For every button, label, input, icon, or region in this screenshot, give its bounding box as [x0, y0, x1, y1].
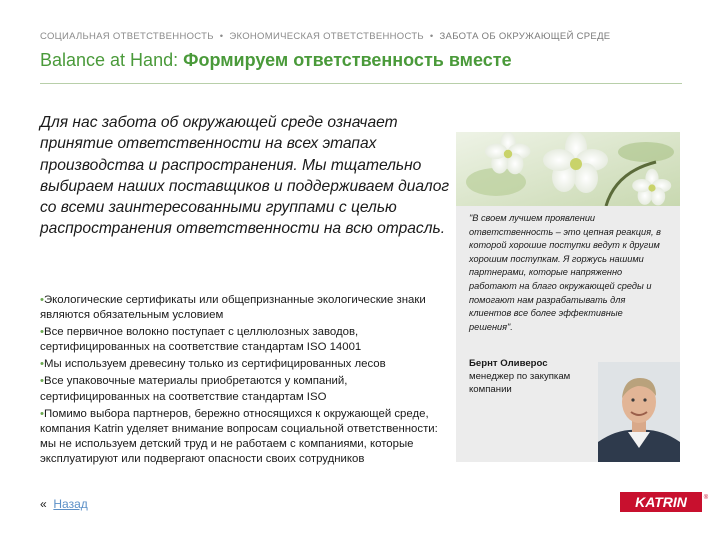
registered-mark: ® [703, 495, 709, 501]
bullet-marker: • [40, 294, 44, 306]
list-item [40, 357, 450, 372]
bullet-list [40, 293, 450, 469]
list-item-text: Все первичное волокно поступает с целлюлозных заводов, сертифицированных на соответствие стандартам ISO 14001 [40, 326, 362, 354]
person-name: Бернт Оливерос [469, 358, 548, 369]
list-item-text: Экологические сертификаты или общепризнанные экологические знаки являются обязательным условием [40, 294, 426, 322]
breadcrumb-item-environment[interactable]: ЗАБОТА ОБ ОКРУЖАЮЩЕЙ СРЕДЕ [439, 31, 611, 42]
list-item [40, 374, 450, 404]
blossom-photo [456, 132, 680, 206]
logo-text: KATRIN [635, 494, 687, 510]
breadcrumb-item-economic[interactable]: ЭКОНОМИЧЕСКАЯ ОТВЕТСТВЕННОСТЬ [229, 31, 424, 42]
intro-text: Для нас забота об окружающей среде означает принятие ответственности на всех этапах производства и распространения. Мы тщательно выбираем наших поставщиков и поддерживаем диалог со всеми заинтересованными группами с целью распространения ответственности на всю отрасль. [40, 114, 450, 238]
person-role: менеджер по закупкам компании [469, 371, 571, 395]
breadcrumb-separator: • [429, 31, 434, 42]
breadcrumb [40, 31, 610, 42]
list-item-text: Помимо выбора партнеров, бережно относящихся к окружающей среде, компания Katrin уделяет внимание вопросам социальной ответственности: мы не используем детский труд и не работаем с компаниями, которые эксплуатируют или подвергают опасности своих сотрудников [40, 407, 438, 465]
back-arrow-icon: « [40, 497, 47, 511]
page-title-prefix: Balance at Hand: [40, 50, 184, 70]
bullet-marker: • [40, 358, 44, 371]
page-title-main: Формируем ответственность вместе [183, 50, 512, 70]
bullet-marker: • [40, 326, 44, 339]
list-item [40, 407, 450, 467]
quote-panel [456, 132, 680, 462]
katrin-logo [620, 492, 710, 517]
bullet-marker: • [40, 375, 44, 388]
list-item [40, 293, 450, 323]
bullet-marker: • [40, 407, 44, 420]
title-divider [40, 83, 682, 84]
back-link[interactable]: Назад [53, 497, 88, 511]
back-navigation [40, 497, 88, 511]
testimonial-quote: "В своем лучшем проявлении ответственность – это цепная реакция, в которой хорошие поступки ведут к другим хорошим поступкам. Я горжусь нашими партнерами, которые напряженно работают на благо окружающей среды и помогают нам разрабатывать для клиентов все более эффективные решения". [469, 213, 661, 332]
list-item-text: Мы используем древесину только из сертифицированных лесов [44, 358, 386, 371]
breadcrumb-separator: • [219, 31, 224, 42]
page-title [40, 50, 512, 71]
list-item [40, 325, 450, 355]
list-item-text: Все упаковочные материалы приобретаются у компаний, сертифицированных на соответствие стандартам ISO [40, 375, 348, 403]
person-photo [598, 362, 680, 462]
breadcrumb-item-social[interactable]: СОЦИАЛЬНАЯ ОТВЕТСТВЕННОСТЬ [40, 31, 214, 42]
